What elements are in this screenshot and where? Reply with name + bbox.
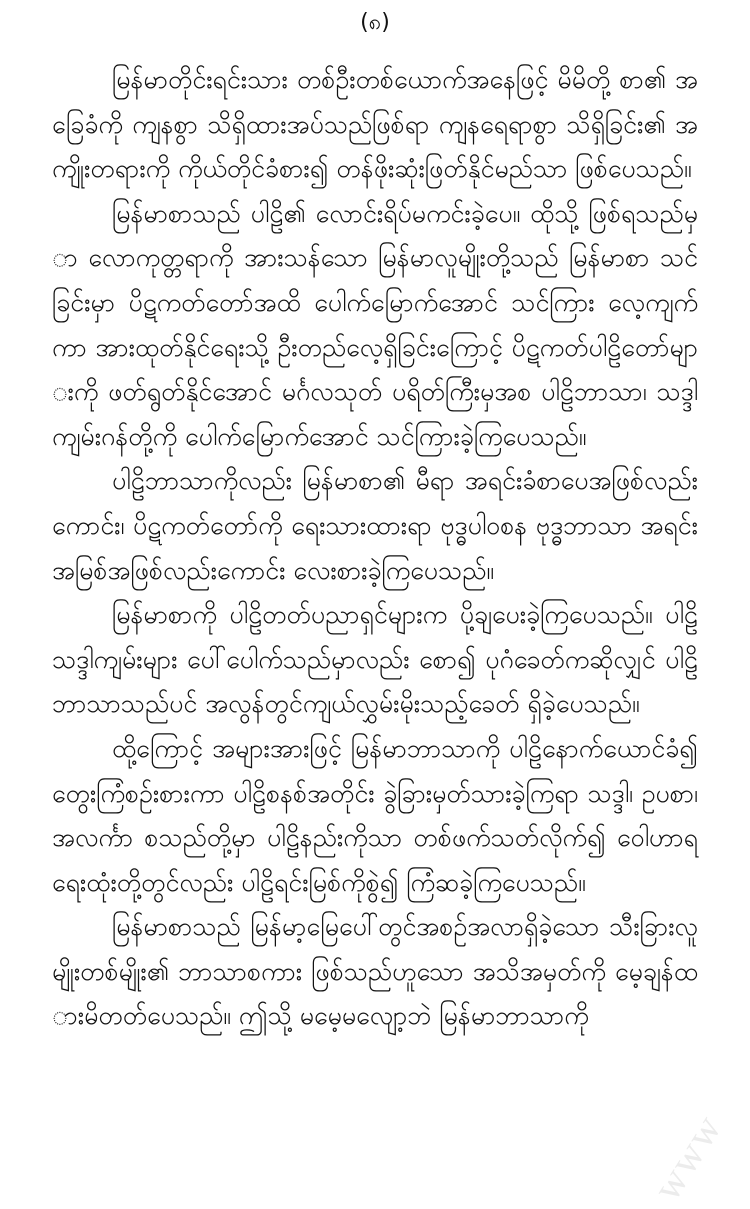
- paragraph-3: ပါဠိဘာသာကိုလည်း မြန်မာစာ၏ မီရာ အရင်းခံစာပေအဖြစ်လည်းကောင်း၊ ပိဋကတ်တော်ကို ရေးသားထားရာ ဗုဒ္ဓပါဝစန ဗုဒ္ဓဘာသာ အရင်းအမြစ်အဖြစ်လည်းကောင်း လေးစားခဲ့ကြပေသည်။: [52, 466, 698, 585]
- paragraph-4: မြန်မာစာကို ပါဠိတတ်ပညာရှင်များက ပို့ချပေးခဲ့ကြပေသည်။ ပါဠိသဒ္ဒါကျမ်းများ ပေါ်ပေါက်သည်မှာလည်း စော၍ ပုဂံခေတ်ကဆိုလျှင် ပါဠိဘာသာသည်ပင် အလွန်တွင်ကျယ်လွှမ်းမိုးသည့်ခေတ် ရှိခဲ့ပေသည်။: [52, 600, 698, 719]
- watermark: www: [643, 1105, 732, 1209]
- paragraph-6: မြန်မာစာသည် မြန်မာ့မြေပေါ်တွင်အစဉ်အလာရှိခဲ့သော သီးခြားလူမျိုးတစ်မျိုး၏ ဘာသာစကား ဖြစ်သည်ဟူသော အသိအမှတ်ကို မေ့ချန်ထားမိတတ်ပေသည်။ ဤသို့ မမေ့မလျော့ဘဲ မြန်မာဘာသာကို: [52, 912, 698, 1031]
- paragraph-5: ထို့ကြောင့် အများအားဖြင့် မြန်မာဘာသာကို ပါဠိနောက်ယောင်ခံ၍ တွေးကြံစဉ်းစားကာ ပါဠိစနစ်အတိုင်း ခွဲခြားမှတ်သားခဲ့ကြရာ သဒ္ဒါ၊ ဥပစာ၊ အလင်္ကာ စသည်တို့မှာ ပါဠိနည်းကိုသာ တစ်ဖက်သတ်လိုက်၍ ဝေါဟာရ ရေးထုံးတို့တွင်လည်း ပါဠိရင်းမြစ်ကိုစွဲ၍ ကြံဆခဲ့ကြပေသည်။: [52, 733, 698, 897]
- page-number: (၈): [360, 10, 390, 35]
- paragraph-2: မြန်မာစာသည် ပါဠိ၏ လောင်းရိပ်မကင်းခဲ့ပေ။ ထိုသို့ ဖြစ်ရသည်မှာ လောကုတ္တရာကို အားသန်သော မြန်မာလူမျိုးတို့သည် မြန်မာစာ သင်ခြင်းမှာ ပိဋကတ်တော်အထိ ပေါက်မြောက်အောင် သင်ကြား လေ့ကျက်ကာ အားထုတ်နိုင်ရေးသို့ ဦးတည်လေ့ရှိခြင်းကြောင့် ပိဋကတ်ပါဠိတော်များကို ဖတ်ရွတ်နိုင်အောင် မင်္ဂလသုတ် ပရိတ်ကြီးမှအစ ပါဠိဘာသာ၊ သဒ္ဒါကျမ်းဂန်တို့ကို ပေါက်မြောက်အောင် သင်ကြားခဲ့ကြပေသည်။: [52, 198, 698, 451]
- paragraph-1: မြန်မာတိုင်းရင်းသား တစ်ဦးတစ်ယောက်အနေဖြင့် မိမိတို့ စာ၏ အခြေခံကို ကျနစွာ သိရှိထားအပ်သည်ဖြစ်ရာ ကျနရေရာစွာ သိရှိခြင်း၏ အကျိုးတရားကို ကိုယ်တိုင်ခံစား၍ တန်ဖိုးဆုံးဖြတ်နိုင်မည်သာ ဖြစ်ပေသည်။: [52, 65, 698, 184]
